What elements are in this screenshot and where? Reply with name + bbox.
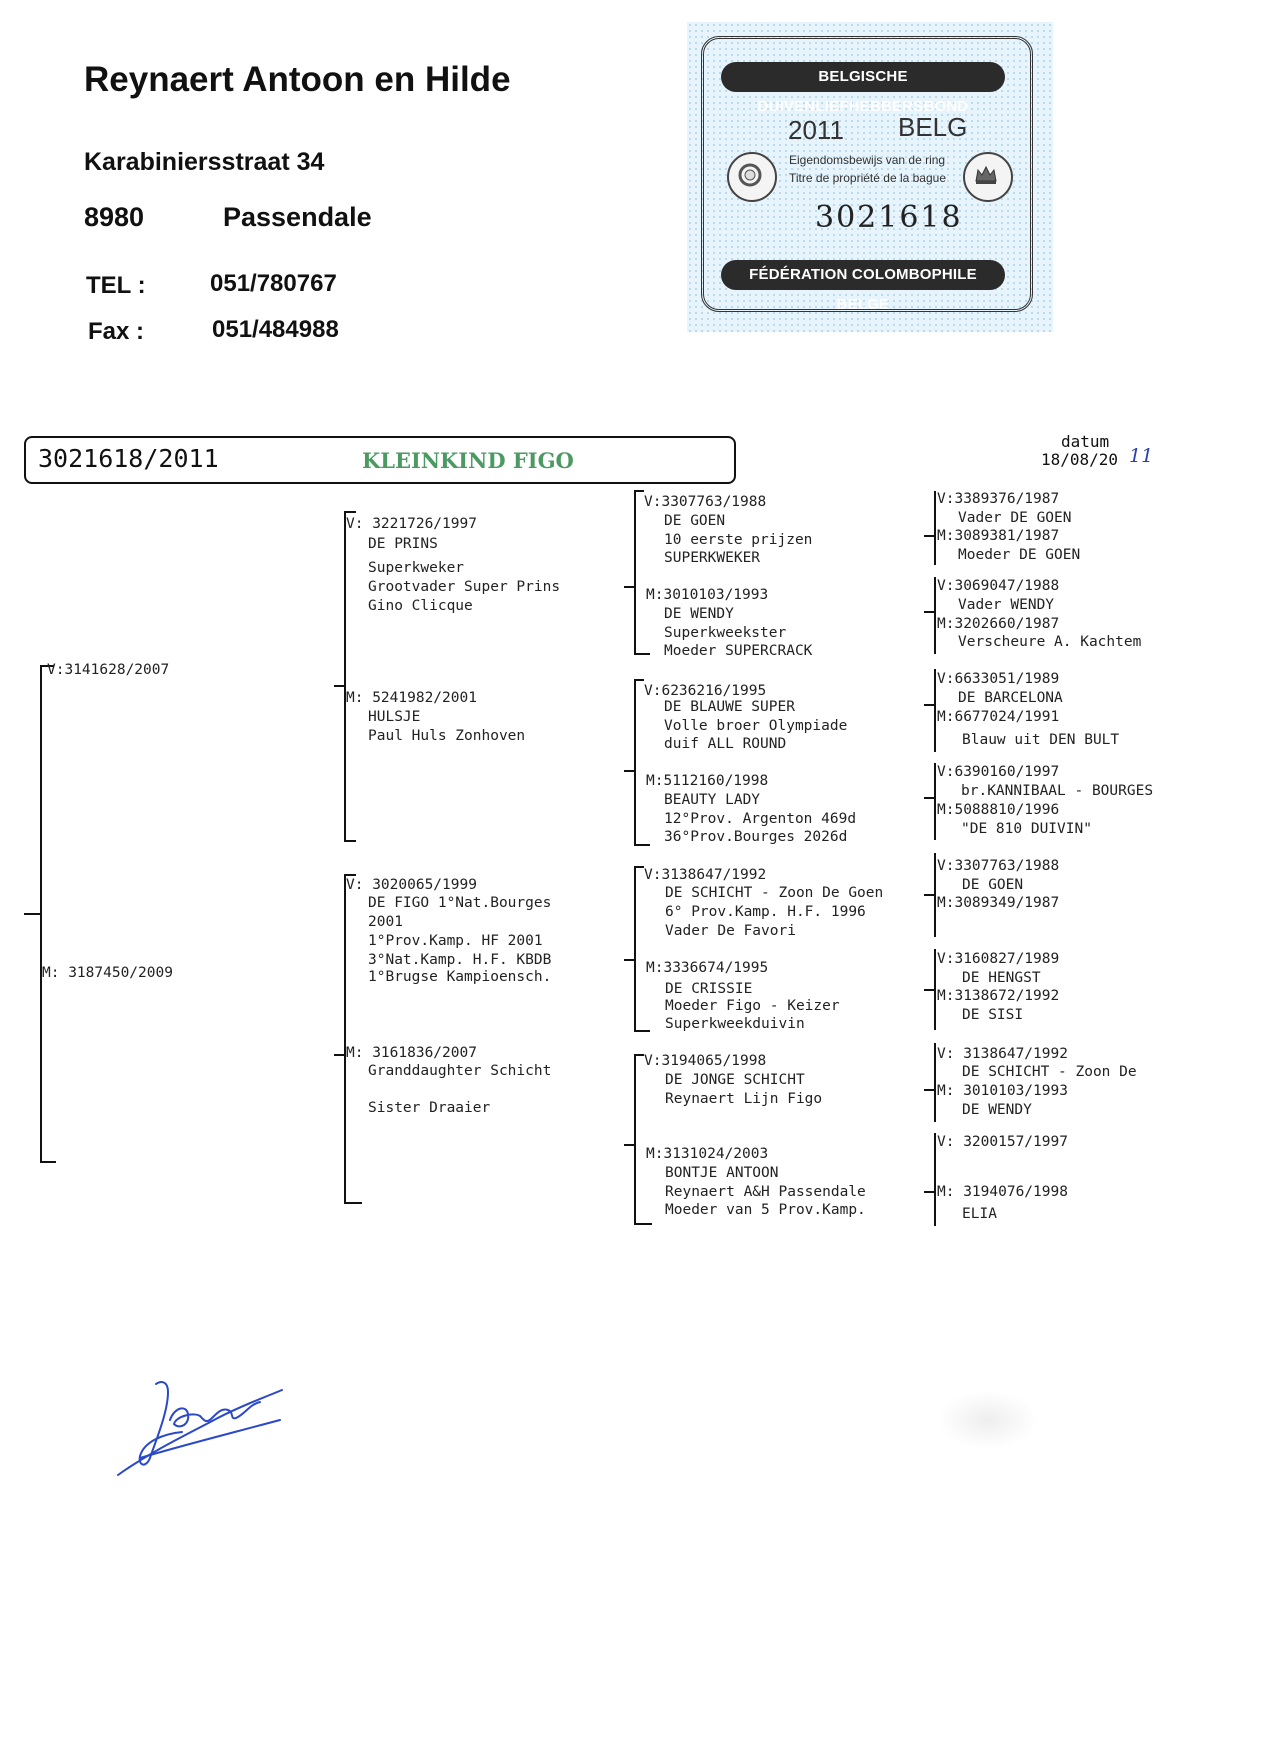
grandsire-maternal-ring: V: 3020065/1999: [346, 877, 477, 893]
bracket-line: [40, 665, 42, 1163]
ancestor-name: Vader WENDY: [958, 597, 1055, 613]
grandsire-maternal-note: 1°Prov.Kamp. HF 2001: [368, 933, 543, 949]
certificate-ring-number: 3021618: [815, 200, 963, 235]
fax-value: 051/484988: [212, 316, 339, 343]
bracket-line: [924, 989, 934, 991]
certificate-line-fr: Titre de propriété de la bague: [789, 171, 946, 185]
bracket-line: [934, 491, 936, 565]
ancestor-name: DE CRISSIE: [665, 981, 753, 997]
ancestor-name: DE SCHICHT - Zoon De Goen: [665, 885, 884, 901]
paper-stain: [938, 1390, 1038, 1450]
bracket-line: [924, 797, 934, 799]
bracket-line: [634, 679, 644, 681]
grandsire-maternal-note: 1°Brugse Kampioensch.: [368, 969, 552, 985]
ancestor-ring: M:5112160/1998: [646, 773, 769, 789]
ancestor-note: Volle broer Olympiade: [664, 718, 848, 734]
bracket-line: [344, 840, 356, 842]
grandsire-paternal-name: DE PRINS: [368, 536, 438, 552]
ancestor-ring: V:6236216/1995: [644, 683, 767, 699]
bracket-line: [934, 1133, 936, 1226]
granddam-paternal-note: Paul Huls Zonhoven: [368, 728, 526, 744]
crown-emblem-icon: [963, 152, 1013, 202]
ancestor-ring: M:3089349/1987: [937, 895, 1060, 911]
ancestor-name: DE HENGST: [962, 970, 1041, 986]
ancestor-ring: M: 3010103/1993: [937, 1083, 1068, 1099]
grandsire-paternal-note: Grootvader Super Prins: [368, 579, 561, 595]
ancestor-ring: V:3069047/1988: [937, 578, 1060, 594]
certificate-top-banner: BELGISCHE DUIVENLIEFHEBBERSBOND: [721, 62, 1005, 92]
grandsire-maternal-note: 2001: [368, 914, 403, 930]
ancestor-note: 6° Prov.Kamp. H.F. 1996: [665, 904, 866, 920]
bracket-line: [634, 866, 636, 1032]
ancestor-ring: M:3138672/1992: [937, 988, 1060, 1004]
pigeon-name: KLEINKIND FIGO: [362, 448, 574, 473]
ancestor-name: DE WENDY: [664, 606, 734, 622]
certificate-year: 2011: [788, 115, 844, 145]
granddam-maternal-note: Sister Draaier: [368, 1100, 491, 1116]
ancestor-name: DE SISI: [962, 1007, 1024, 1023]
ancestor-name: "DE 810 DUIVIN": [961, 821, 1092, 837]
bracket-line: [24, 913, 40, 915]
ancestor-note: duif ALL ROUND: [664, 736, 787, 752]
ancestor-name: DE JONGE SCHICHT: [665, 1072, 805, 1088]
ancestor-note: Moeder SUPERCRACK: [664, 643, 813, 659]
ancestor-note: Superkweekster: [664, 625, 787, 641]
grandsire-maternal-note: 3°Nat.Kamp. H.F. KBDB: [368, 952, 552, 968]
ancestor-ring: M:5088810/1996: [937, 802, 1060, 818]
granddam-maternal-name: Granddaughter Schicht: [368, 1063, 552, 1079]
granddam-paternal-ring: M: 5241982/2001: [346, 690, 477, 706]
granddam-maternal-ring: M: 3161836/2007: [346, 1045, 477, 1061]
bracket-line: [624, 959, 634, 961]
ancestor-ring: V: 3200157/1997: [937, 1134, 1068, 1150]
bracket-line: [344, 874, 346, 1204]
bracket-line: [634, 866, 644, 868]
bracket-line: [344, 511, 346, 842]
ancestor-note: Reynaert A&H Passendale: [665, 1184, 866, 1200]
ring-certificate: [687, 22, 1053, 332]
ancestor-ring: M:3089381/1987: [937, 528, 1060, 544]
bracket-line: [40, 1161, 56, 1163]
date-label: datum: [1061, 432, 1110, 451]
ancestor-note: Moeder van 5 Prov.Kamp.: [665, 1202, 866, 1218]
ancestor-note: 12°Prov. Argenton 469d: [664, 811, 857, 827]
ancestor-name: Blauw uit DEN BULT: [962, 732, 1120, 748]
ancestor-name: br.KANNIBAAL - BOURGES: [961, 783, 1154, 799]
ancestor-ring: M:3202660/1987: [937, 616, 1060, 632]
ancestor-ring: M:6677024/1991: [937, 709, 1060, 725]
ancestor-ring: V:3307763/1988: [937, 858, 1060, 874]
date-value: 18/08/20: [1041, 450, 1119, 469]
ring-emblem-icon: [727, 152, 777, 202]
ancestor-note: Vader De Favori: [665, 923, 796, 939]
ancestor-name: BONTJE ANTOON: [665, 1165, 779, 1181]
bracket-line: [934, 763, 936, 840]
ancestor-note: SUPERKWEKER: [664, 550, 761, 566]
bracket-line: [624, 586, 634, 588]
ancestor-name: DE BARCELONA: [958, 690, 1063, 706]
ancestor-ring: V:6390160/1997: [937, 764, 1060, 780]
pigeon-header-box: [24, 436, 736, 484]
ancestor-name: Moeder DE GOEN: [958, 547, 1081, 563]
ancestor-name: DE WENDY: [962, 1102, 1032, 1118]
bracket-line: [634, 490, 644, 492]
pigeon-ring-number: 3021618/2011: [38, 444, 219, 473]
ancestor-ring: M:3336674/1995: [646, 960, 769, 976]
ancestor-ring: M:3131024/2003: [646, 1146, 769, 1162]
ancestor-name: Verscheure A. Kachtem: [958, 634, 1142, 650]
tel-value: 051/780767: [210, 270, 337, 297]
ancestor-ring: V: 3138647/1992: [937, 1046, 1068, 1062]
bracket-line: [924, 704, 934, 706]
ancestor-name: DE SCHICHT - Zoon De: [962, 1064, 1137, 1080]
bracket-line: [924, 1089, 934, 1091]
ancestor-ring: V:3194065/1998: [644, 1053, 767, 1069]
bracket-line: [934, 577, 936, 654]
tel-label: TEL :: [86, 272, 146, 299]
ancestor-name: DE BLAUWE SUPER: [664, 699, 795, 715]
bracket-line: [934, 853, 936, 937]
grandsire-maternal-name: DE FIGO 1°Nat.Bourges: [368, 895, 552, 911]
bracket-line: [624, 770, 634, 772]
bracket-line: [934, 1043, 936, 1122]
owner-name: Reynaert Antoon en Hilde: [84, 60, 511, 99]
address-street: Karabiniersstraat 34: [84, 148, 325, 176]
ancestor-name: BEAUTY LADY: [664, 792, 761, 808]
bracket-line: [934, 669, 936, 752]
bracket-line: [334, 685, 344, 687]
certificate-country: BELG: [898, 112, 968, 142]
certificate-bottom-banner: FÉDÉRATION COLOMBOPHILE BELGE: [721, 260, 1005, 290]
ancestor-note: 36°Prov.Bourges 2026d: [664, 829, 848, 845]
signature-image: [110, 1360, 295, 1480]
ancestor-ring: V:3307763/1988: [644, 494, 767, 510]
grandsire-paternal-ring: V: 3221726/1997: [346, 516, 477, 532]
ancestor-ring: M: 3194076/1998: [937, 1184, 1068, 1200]
date-handwritten-year: 11: [1129, 445, 1154, 467]
address-zip: 8980: [84, 202, 145, 232]
ancestor-ring: V:3160827/1989: [937, 951, 1060, 967]
bracket-line: [634, 1054, 644, 1056]
bracket-line: [934, 949, 936, 1030]
granddam-paternal-name: HULSJE: [368, 709, 421, 725]
ancestor-note: 10 eerste prijzen: [664, 532, 813, 548]
ancestor-note: Reynaert Lijn Figo: [665, 1091, 823, 1107]
bracket-line: [924, 1191, 934, 1193]
address-city: Passendale: [223, 202, 372, 232]
bracket-line: [344, 511, 356, 513]
bracket-line: [344, 1202, 362, 1204]
ancestor-note: Superkweekduivin: [665, 1016, 805, 1032]
ancestor-note: Moeder Figo - Keizer: [665, 998, 840, 1014]
ancestor-name: Vader DE GOEN: [958, 510, 1072, 526]
bracket-line: [634, 844, 650, 846]
bracket-line: [634, 679, 636, 846]
grandsire-paternal-note: Gino Clicque: [368, 598, 473, 614]
sire-ring: V:3141628/2007: [47, 662, 170, 678]
bracket-line: [924, 611, 934, 613]
bracket-line: [634, 490, 636, 655]
certificate-line-nl: Eigendomsbewijs van de ring: [789, 153, 946, 167]
bracket-line: [634, 1030, 650, 1032]
bracket-line: [924, 535, 934, 537]
dam-ring: M: 3187450/2009: [42, 965, 173, 981]
bracket-line: [624, 1144, 634, 1146]
ancestor-ring: M:3010103/1993: [646, 587, 769, 603]
fax-label: Fax :: [88, 318, 145, 345]
ancestor-ring: V:3138647/1992: [644, 867, 767, 883]
bracket-line: [634, 653, 650, 655]
ancestor-name: DE GOEN: [664, 513, 726, 529]
ancestor-ring: V:6633051/1989: [937, 671, 1060, 687]
ancestor-ring: V:3389376/1987: [937, 491, 1060, 507]
ancestor-name: DE GOEN: [962, 877, 1024, 893]
grandsire-paternal-note: Superkweker: [368, 560, 465, 576]
bracket-line: [634, 1054, 636, 1225]
ancestor-name: ELIA: [962, 1206, 997, 1222]
bracket-line: [634, 1223, 652, 1225]
bracket-line: [924, 894, 934, 896]
bracket-line: [334, 1054, 344, 1056]
